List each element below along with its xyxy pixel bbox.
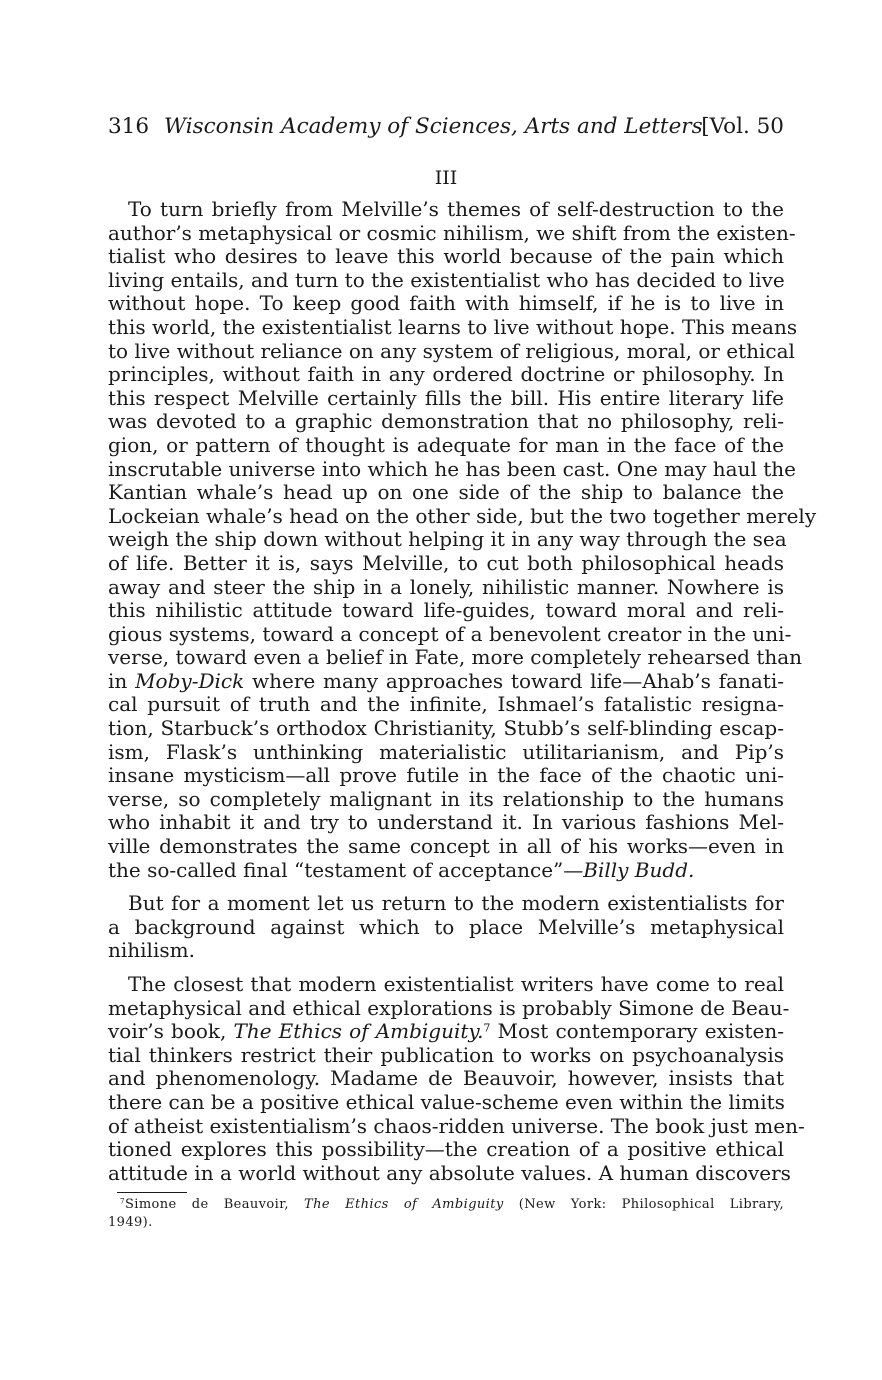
text-line: and phenomenology. Madame de Beauvoir, however, insists that <box>108 1066 784 1091</box>
body-text <box>108 197 817 1185</box>
text-line: nihilism. <box>108 938 195 963</box>
paragraph-3 <box>108 972 805 1185</box>
text-line: gion, or pattern of thought is adequate for man in the face of the <box>108 432 784 457</box>
paragraph-1 <box>108 197 817 882</box>
text-line: away and steer the ship in a lonely, nihilistic manner. Nowhere is <box>108 574 784 599</box>
text-run: Simone de Beauvoir, <box>124 1197 305 1212</box>
italic-title-billy-budd: Billy Budd. <box>583 857 695 882</box>
text-line: a background against which to place Melville’s metaphysical <box>108 914 784 939</box>
footnote-reference: 7 <box>483 1021 491 1035</box>
footnote-divider <box>117 1192 187 1193</box>
text-run: (New York: Philosophical Library, <box>503 1197 784 1212</box>
text-line: this respect Melville certainly fills the bill. His entire literary life <box>108 385 784 410</box>
footnote-italic-title: The Ethics of Ambiguity <box>304 1197 504 1212</box>
text-line: metaphysical and ethical explorations is probably Simone de Beau- <box>108 995 790 1020</box>
text-line: of atheist existentialism’s chaos-ridden universe. The book just men- <box>108 1113 805 1138</box>
text-line: verse, so completely malignant in its relationship to the humans <box>108 786 784 811</box>
volume-label: [Vol. 50 <box>701 114 784 139</box>
text-line: tioned explores this possibility—the creation of a positive ethical <box>108 1137 784 1162</box>
footnote <box>108 1196 784 1232</box>
text-line: of life. Better it is, says Melville, to cut both philosophical heads <box>108 550 784 575</box>
footnote-marker: 7 <box>120 1196 125 1206</box>
journal-title: Wisconsin Academy of Sciences, Arts and Letters <box>164 114 703 139</box>
paragraph-2 <box>108 892 784 963</box>
text-line <box>108 670 784 694</box>
section-heading: III <box>434 167 458 189</box>
text-run: where many approaches toward life—Ahab’s fanati- <box>244 668 784 693</box>
footnote-line: 1949). <box>108 1215 153 1230</box>
text-run: Most contemporary existen- <box>490 1019 784 1044</box>
text-line: But for a moment let us return to the modern existentialists for <box>128 891 784 916</box>
text-line: To turn briefly from Melville’s themes of self-destruction to the <box>128 197 784 221</box>
text-line: Lockeian whale’s head on the other side, but the two together merely <box>108 503 817 528</box>
text-line: this nihilistic attitude toward life-guides, toward moral and reli- <box>108 598 784 623</box>
italic-title-moby-dick: Moby-Dick <box>135 668 245 693</box>
text-line <box>108 859 784 883</box>
text-run: voir’s book, <box>108 1019 234 1044</box>
text-line: there can be a positive ethical value-scheme even within the limits <box>108 1089 785 1114</box>
text-line: this world, the existentialist learns to live without hope. This means <box>108 314 798 339</box>
text-line: who inhabit it and try to understand it. In various fashions Mel- <box>108 810 784 835</box>
text-line: tialist who desires to leave this world because of the pain which <box>108 244 784 269</box>
text-line: principles, without faith in any ordered doctrine or philosophy. In <box>108 362 784 387</box>
text-line: ville demonstrates the same concept in all of his works—even in <box>108 834 784 859</box>
text-run: the so-called final “testament of acceptance”— <box>108 857 584 882</box>
text-line <box>108 1020 784 1044</box>
text-line: living entails, and turn to the existentialist who has decided to live <box>108 267 785 292</box>
text-line: weigh the ship down without helping it in any way through the sea <box>108 527 787 552</box>
page-number: 316 <box>108 114 150 139</box>
text-line: was devoted to a graphic demonstration that no philosophy, reli- <box>108 409 784 434</box>
text-line: Kantian whale’s head up on one side of the ship to balance the <box>108 480 784 505</box>
text-line: verse, toward even a belief in Fate, more completely rehearsed than <box>108 645 803 670</box>
text-line: tial thinkers restrict their publication to works on psychoanalysis <box>108 1042 784 1067</box>
text-line: insane mysticism—all prove futile in the face of the chaotic uni- <box>108 763 784 788</box>
text-line: The closest that modern existentialist writers have come to real <box>128 972 784 996</box>
text-line: attitude in a world without any absolute values. A human discovers <box>108 1160 791 1185</box>
footnote-line <box>108 1196 784 1214</box>
text-line: ism, Flask’s unthinking materialistic utilitarianism, and Pip’s <box>108 739 784 764</box>
text-line: tion, Starbuck’s orthodox Christianity, Stubb’s self-blinding escap- <box>108 716 784 741</box>
text-line: inscrutable universe into which he has been cast. One may haul the <box>108 456 796 481</box>
text-line: without hope. To keep good faith with himself, if he is to live in <box>108 291 784 316</box>
text-line: gious systems, toward a concept of a benevolent creator in the uni- <box>108 621 792 646</box>
italic-title-ethics-of-ambiguity: The Ethics of Ambiguity. <box>233 1019 484 1044</box>
text-line: cal pursuit of truth and the infinite, Ishmael’s fatalistic resigna- <box>108 692 784 717</box>
text-line: author’s metaphysical or cosmic nihilism, we shift from the existen- <box>108 220 796 245</box>
text-line: to live without reliance on any system of religious, moral, or ethical <box>108 338 795 363</box>
text-run: in <box>108 668 136 693</box>
